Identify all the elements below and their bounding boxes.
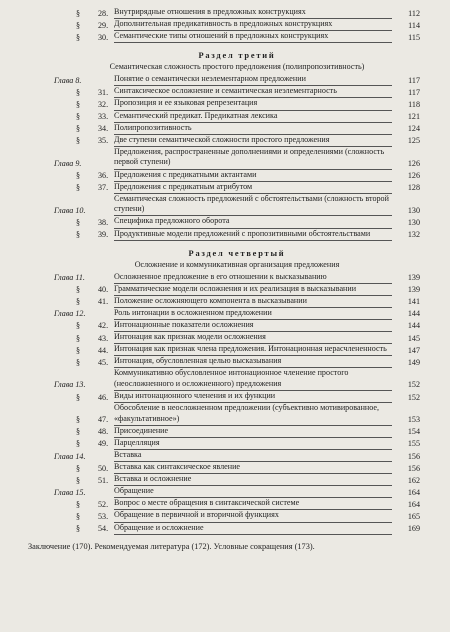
chapter-label: Глава 12.: [54, 309, 86, 319]
section-num: 52.: [98, 499, 109, 509]
section-number: [54, 183, 114, 194]
page-number: 162: [407, 475, 420, 485]
section-sign: §: [76, 415, 81, 425]
section-entry: [54, 403, 420, 426]
section-number: [54, 33, 114, 44]
page-number: 139: [407, 273, 420, 283]
entry-title: Осложненное предложение в его отношении к высказыванию: [114, 272, 392, 284]
section-number: [54, 427, 114, 438]
section-num: 44.: [98, 345, 109, 355]
section-sign: §: [76, 511, 81, 521]
chapter-label: Глава 13.: [54, 380, 86, 390]
entry-title: Две ступени семантической сложности простого предложения: [114, 135, 392, 147]
section-entry: [54, 498, 420, 510]
chapter-entry: [54, 272, 420, 284]
page-number: 126: [407, 158, 420, 168]
section-num: 49.: [98, 439, 109, 449]
entry-title: Обращение и осложнение: [114, 523, 392, 535]
page-number: 132: [407, 230, 420, 239]
entry-title: Синтаксическое осложнение и семантическая неэлементарность: [114, 86, 392, 98]
chapter-label: Глава 8.: [54, 75, 82, 85]
section-entry: [54, 170, 420, 182]
section-num: 32.: [98, 99, 109, 109]
section-number: [54, 524, 114, 535]
chapter-entry: [54, 450, 420, 462]
section-sign: §: [76, 357, 81, 367]
page-number: 144: [407, 309, 420, 319]
section-entry: [54, 356, 420, 368]
section-num: 41.: [98, 297, 109, 307]
entry-title: Семантические типы отношений в предложных конструкциях: [114, 31, 392, 43]
section-sign: §: [76, 297, 81, 307]
entry-title: Виды интонационного членения и их функции: [114, 391, 392, 403]
section-num: 31.: [98, 87, 109, 97]
entry-title: Интонационные показатели осложнения: [114, 320, 392, 332]
section-number: [54, 124, 114, 135]
section-number: [54, 393, 114, 404]
chapter-entry: [54, 368, 420, 391]
page-number: 145: [407, 333, 420, 343]
entry-title: Интонация как признак модели осложнения: [114, 332, 392, 344]
entry-title: Присоединение: [114, 426, 392, 438]
chapter-entry: [54, 147, 420, 170]
section-sign: §: [76, 427, 81, 437]
section-number: [54, 218, 114, 229]
page-number: 125: [407, 136, 420, 146]
page-number: 144: [407, 321, 420, 331]
section-sign: §: [76, 32, 81, 42]
section-entry: [54, 438, 420, 450]
page-number: 124: [407, 124, 420, 134]
entry-title: Дополнительная предикативность в предложных конструкциях: [114, 19, 392, 31]
section-num: 40.: [98, 285, 109, 295]
page-number: 112: [408, 8, 420, 18]
table-of-contents: [28, 7, 420, 552]
page-number: 126: [407, 171, 420, 181]
section-entry: [54, 123, 420, 135]
entry-title: Коммуникативно обусловленное интонационное членение простого (неосложненного и осложненного) предложения: [114, 368, 392, 391]
section-num: 33.: [98, 112, 109, 122]
chapter-label: Глава 9.: [54, 158, 82, 168]
top-sections: [54, 7, 420, 43]
entry-title: Предложения с предикатными актантами: [114, 170, 392, 182]
section-sign: §: [76, 217, 81, 227]
page-number: 147: [407, 345, 420, 355]
page-number: 169: [407, 524, 420, 534]
section-number: [54, 136, 114, 147]
part3-heading: Раздел третий: [198, 51, 276, 61]
section-entry: [54, 474, 420, 486]
section-entry: [54, 98, 420, 110]
page-number: 128: [407, 183, 420, 193]
section-num: 47.: [98, 415, 109, 425]
section-entry: [54, 7, 420, 19]
section-num: 37.: [98, 183, 109, 193]
page-number: 152: [407, 392, 420, 402]
entry-title: Пропозиция и ее языковая репрезентация: [114, 98, 392, 110]
page-number: 165: [407, 511, 420, 521]
section-entry: [54, 426, 420, 438]
section-sign: §: [76, 183, 81, 193]
section-number: [54, 100, 114, 111]
page-number: 115: [408, 32, 420, 42]
page-number: 156: [407, 463, 420, 473]
section-num: 42.: [98, 321, 109, 331]
section-num: 29.: [98, 20, 109, 30]
page-number: 118: [408, 99, 420, 109]
section-num: 38.: [98, 217, 109, 227]
section-num: 28.: [98, 8, 109, 18]
entry-title: Предложения, распространенные дополнениями и определениями (сложность первой ступени): [114, 147, 392, 170]
chapter-entry: [54, 194, 420, 217]
page-number: 155: [407, 439, 420, 449]
entry-title: Обособление в неосложненном предложении (субъективно мотивированное, «факультативное»): [114, 403, 392, 426]
section-entry: [54, 111, 420, 123]
entry-title: Внутрирядные отношения в предложных конструкциях: [114, 7, 392, 19]
section-number: [54, 88, 114, 99]
section-sign: §: [76, 463, 81, 473]
section-sign: §: [76, 439, 81, 449]
section-num: 45.: [98, 357, 109, 367]
chapter-label: Глава 15.: [54, 487, 86, 497]
page-number: 149: [407, 357, 420, 367]
part3-subheading: Семантическая сложность простого предложения (полипропозитивность): [109, 62, 365, 72]
section-number: [54, 439, 114, 450]
section-number: [54, 334, 114, 345]
part4-entries: [54, 272, 420, 535]
closing-line: Заключение (170). Рекомендуемая литература (172). Условные сокращения (173).: [28, 541, 315, 551]
section-num: 36.: [98, 171, 109, 181]
section-sign: §: [76, 321, 81, 331]
section-entry: [54, 344, 420, 356]
entry-title: Обращение в первичной и вторичной функциях: [114, 510, 392, 522]
section-number: [54, 9, 114, 20]
section-num: 46.: [98, 392, 109, 402]
page-number: 152: [407, 380, 420, 390]
section-sign: §: [76, 392, 81, 402]
section-sign: §: [76, 285, 81, 295]
section-entry: [54, 332, 420, 344]
section-entry: [54, 510, 420, 522]
entry-title: Обращение: [114, 486, 392, 498]
section-entry: [54, 182, 420, 194]
chapter-label: Глава 10.: [54, 205, 86, 215]
section-sign: §: [76, 499, 81, 509]
section-sign: §: [76, 230, 81, 239]
section-entry: [54, 19, 420, 31]
entry-title: Вставка и осложнение: [114, 474, 392, 486]
section-entry: [54, 296, 420, 308]
page-number: 156: [407, 451, 420, 461]
section-sign: §: [76, 345, 81, 355]
page-number: 164: [407, 499, 420, 509]
section-entry: [54, 284, 420, 296]
section-num: 39.: [98, 230, 109, 239]
section-number: [54, 321, 114, 332]
section-num: 54.: [98, 524, 109, 534]
section-sign: §: [76, 524, 81, 534]
section-number: [54, 171, 114, 182]
entry-title: Вставка как синтаксическое явление: [114, 462, 392, 474]
part4-heading: Раздел четвертый: [188, 248, 286, 258]
section-number: [54, 464, 114, 475]
section-sign: §: [76, 136, 81, 146]
section-num: 35.: [98, 136, 109, 146]
section-number: [54, 112, 114, 123]
section-entry: [54, 391, 420, 403]
page-number: 141: [407, 297, 420, 307]
entry-title: Интонация, обусловленная целью высказывания: [114, 356, 392, 368]
chapter-entry: [54, 74, 420, 86]
section-sign: §: [76, 87, 81, 97]
section-entry: [54, 31, 420, 43]
page-number: 121: [407, 112, 420, 122]
section-number: [54, 358, 114, 369]
section-number: [54, 500, 114, 511]
section-entry: [54, 86, 420, 98]
section-sign: §: [76, 333, 81, 343]
part3-entries: [54, 74, 420, 240]
page-number: 139: [407, 285, 420, 295]
section-num: 50.: [98, 463, 109, 473]
section-sign: §: [76, 475, 81, 485]
section-number: [54, 297, 114, 308]
section-num: 34.: [98, 124, 109, 134]
section-sign: §: [76, 99, 81, 109]
chapter-label: Глава 11.: [54, 273, 85, 283]
page-number: 154: [407, 427, 420, 437]
entry-title: Роль интонации в осложненном предложении: [114, 308, 392, 320]
page-number: 117: [408, 87, 420, 97]
section-entry: [54, 462, 420, 474]
entry-title: Полипропозитивность: [114, 123, 392, 135]
section-num: 30.: [98, 32, 109, 42]
entry-title: Вставка: [114, 450, 392, 462]
page-number: 153: [407, 415, 420, 425]
entry-title: Положение осложняющего компонента в высказывании: [114, 296, 392, 308]
page-number: 130: [407, 217, 420, 227]
section-sign: §: [76, 124, 81, 134]
section-num: 43.: [98, 333, 109, 343]
page-number: 117: [408, 75, 420, 85]
entry-title: Интонация как признак члена предложения. Интонационная нерасчлененность: [114, 344, 392, 356]
section-sign: §: [76, 171, 81, 181]
section-sign: §: [76, 20, 81, 30]
entry-title: Грамматические модели осложнения и их реализация в высказывании: [114, 284, 392, 296]
chapter-entry: [54, 308, 420, 320]
section-number: [54, 512, 114, 523]
page-number: 164: [407, 487, 420, 497]
section-number: [54, 476, 114, 487]
section-number: [54, 285, 114, 296]
entry-title: Семантическая сложность предложений с обстоятельствами (сложность второй ступени): [114, 194, 392, 217]
section-number: [54, 415, 114, 426]
chapter-entry: [54, 486, 420, 498]
page-number: 130: [407, 205, 420, 215]
entry-title: Продуктивные модели предложений с пропозитивными обстоятельствами: [114, 229, 392, 241]
entry-title: Специфика предложного оборота: [114, 216, 392, 228]
part4-subheading: Осложнение и коммуникативная организация предложения: [134, 259, 340, 269]
entry-title: Предложения с предикатным атрибутом: [114, 182, 392, 194]
entry-title: Понятие о семантически неэлементарном предложении: [114, 74, 392, 86]
section-sign: §: [76, 8, 81, 18]
section-entry: [54, 216, 420, 228]
section-num: 53.: [98, 511, 109, 521]
section-sign: §: [76, 112, 81, 122]
page-number: 114: [408, 20, 420, 30]
section-number: [54, 230, 114, 241]
section-num: 51.: [98, 475, 109, 485]
entry-title: Парцелляция: [114, 438, 392, 450]
chapter-label: Глава 14.: [54, 451, 86, 461]
section-entry: [54, 135, 420, 147]
section-entry: [54, 320, 420, 332]
section-num: 48.: [98, 427, 109, 437]
entry-title: Семантический предикат. Предикатная лексика: [114, 111, 392, 123]
entry-title: Вопрос о месте обращения в синтаксической системе: [114, 498, 392, 510]
section-entry: [54, 229, 420, 241]
section-entry: [54, 523, 420, 535]
section-number: [54, 21, 114, 32]
section-number: [54, 346, 114, 357]
